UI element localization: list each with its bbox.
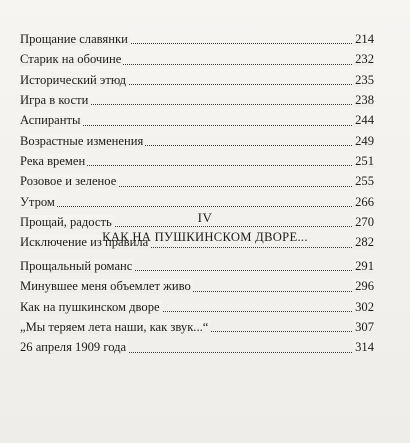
- toc-entry-title: Утром: [20, 194, 55, 209]
- toc-entry: [20, 110, 374, 130]
- toc-entry-title: Аспиранты: [20, 113, 81, 128]
- toc-entry-page: 249: [355, 133, 374, 148]
- toc-entry-title: „Мы теряем лета наши, как звук...“: [20, 320, 209, 335]
- toc-entry-title: Исключение из правила: [20, 235, 149, 250]
- toc-entry: [20, 70, 374, 90]
- toc-entry: [20, 297, 374, 317]
- toc-entry: [20, 151, 374, 171]
- toc-entry-page: 302: [355, 299, 374, 314]
- toc-entry-title: 26 апреля 1909 года: [20, 340, 127, 355]
- toc-entry-page: 214: [355, 32, 374, 46]
- toc-entry-page: 307: [355, 320, 374, 335]
- toc-entry: [20, 49, 374, 69]
- toc-entry-title: Старик на обочине: [20, 52, 122, 67]
- toc-entry-page: 244: [355, 113, 374, 128]
- toc-entry-page: 232: [355, 52, 374, 67]
- toc-entry-title: Как на пушкинском дворе: [20, 299, 160, 314]
- toc-entry: [20, 131, 374, 151]
- toc-entry-page: 235: [355, 72, 374, 87]
- toc-entry: [20, 29, 374, 49]
- toc-entry-page: 270: [355, 215, 374, 230]
- toc-entry-title: Игра в кости: [20, 93, 89, 108]
- toc-entry-page: 291: [355, 259, 374, 273]
- toc-entry-page: 251: [355, 154, 374, 169]
- toc-entry: [20, 317, 374, 337]
- toc-entry: [20, 276, 374, 296]
- toc-entry-title: Река времен: [20, 154, 86, 169]
- toc-entry: [20, 337, 374, 357]
- toc-entry: [20, 256, 374, 276]
- section-number: IV: [197, 210, 213, 225]
- table-of-contents-part-2: [20, 256, 374, 358]
- toc-entry-page: 238: [355, 93, 374, 108]
- toc-entry-title: Прощание славянки: [20, 32, 128, 46]
- toc-entry-title: Исторический этюд: [20, 72, 127, 87]
- toc-entry-page: 255: [355, 174, 374, 189]
- toc-entry: [20, 90, 374, 110]
- toc-entry-page: 314: [355, 340, 374, 355]
- section-title: КАК НА ПУШКИНСКОМ ДВОРЕ...: [102, 230, 308, 244]
- toc-entry-page: 282: [355, 235, 374, 250]
- toc-entry: [20, 171, 374, 191]
- toc-entry-title: Прощай, радость: [20, 215, 112, 230]
- toc-entry-title: Возрастные изменения: [20, 133, 144, 148]
- toc-entry-title: Розовое и зеленое: [20, 174, 117, 189]
- dot-leader: [20, 206, 352, 207]
- toc-entry-title: Прощальный романс: [20, 259, 133, 273]
- toc-entry-title: Минувшее меня объемлет живо: [20, 279, 191, 294]
- toc-entry-page: 266: [355, 194, 374, 209]
- toc-entry-page: 296: [355, 279, 374, 294]
